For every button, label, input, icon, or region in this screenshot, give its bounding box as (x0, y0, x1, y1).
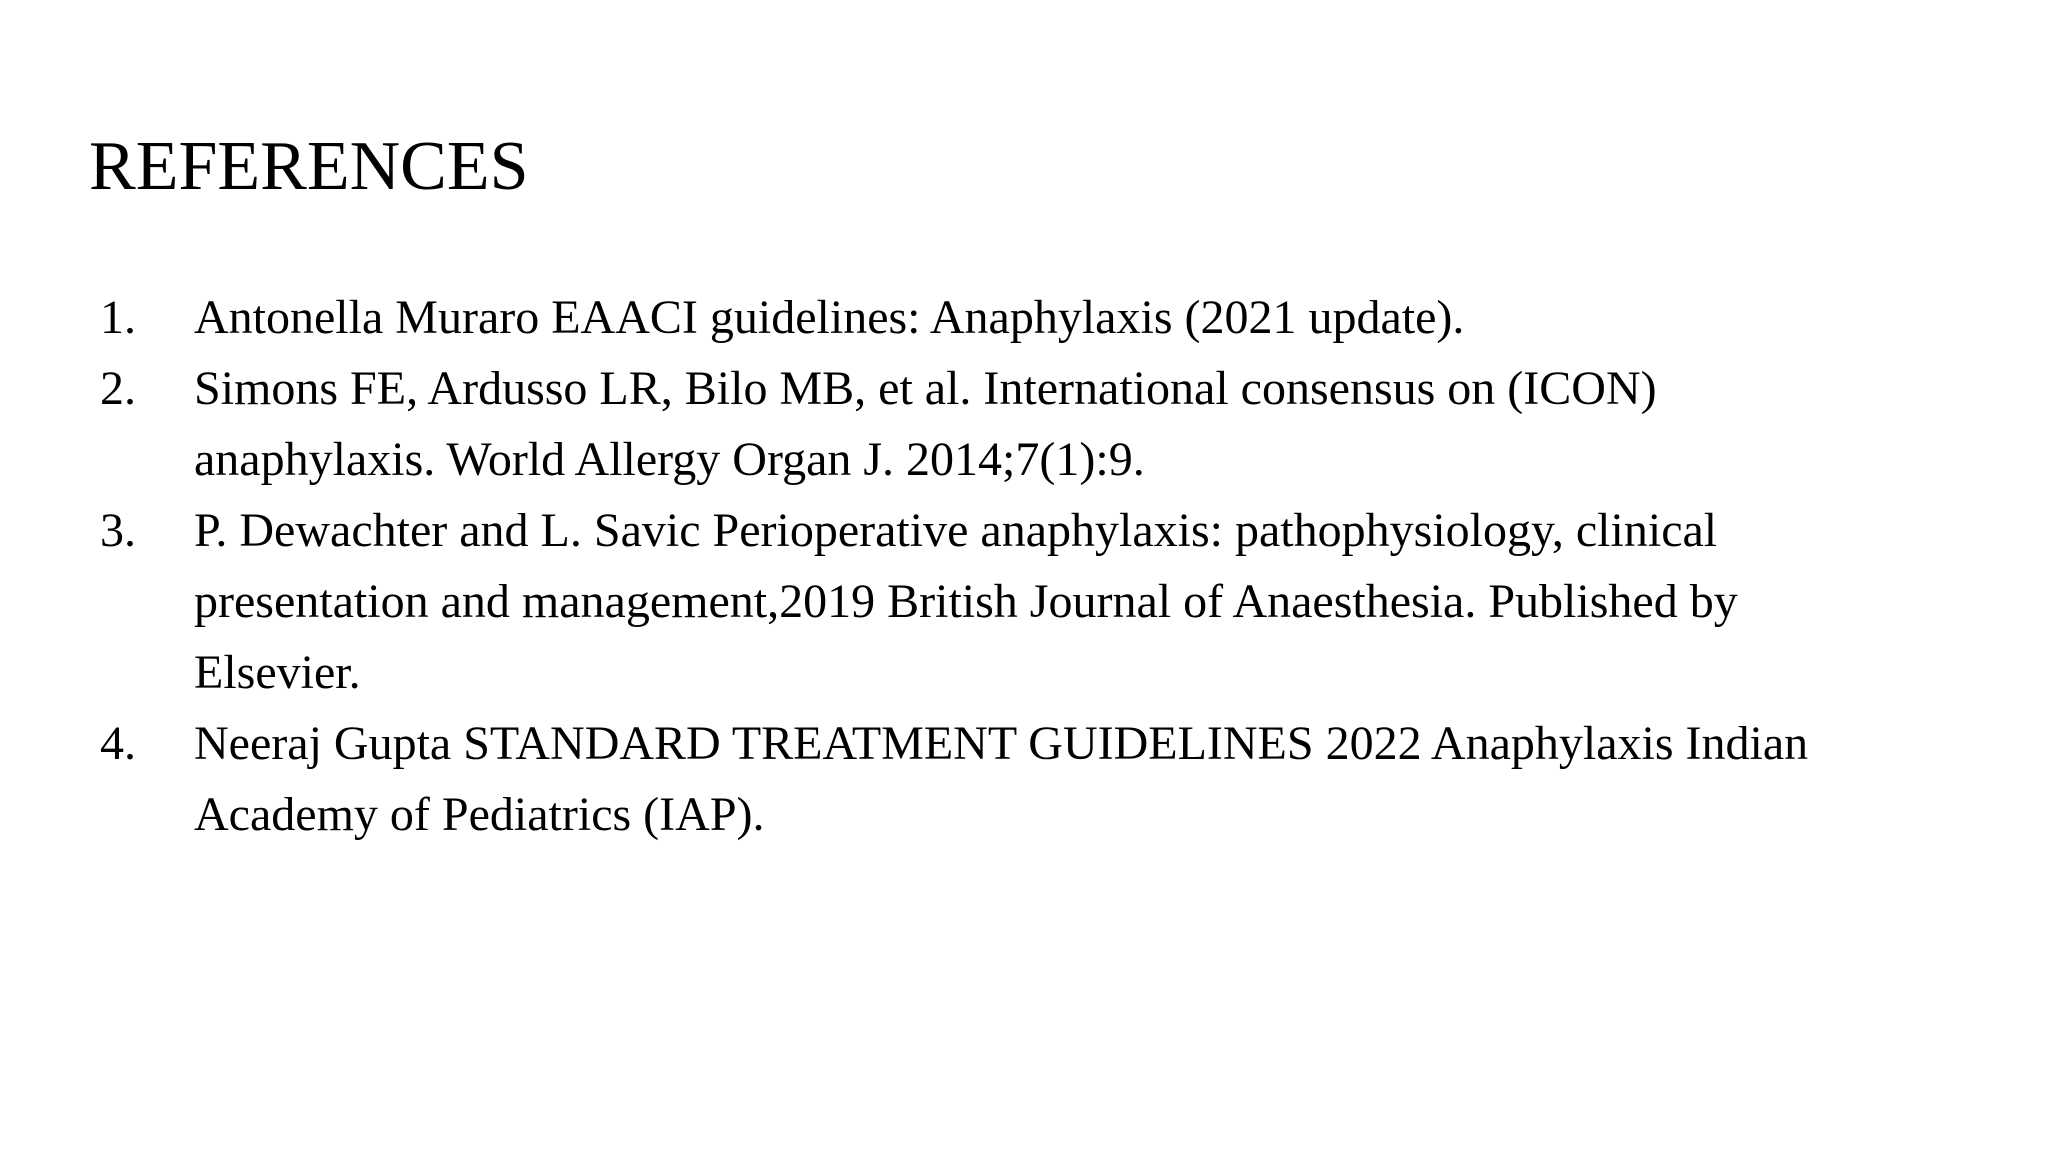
reference-line: Antonella Muraro EAACI guidelines: Anaphylaxis (2021 update). (194, 291, 1465, 344)
reference-line: Neeraj Gupta STANDARD TREATMENT GUIDELINES 2022 Anaphylaxis Indian (194, 717, 1809, 770)
reference-item-4 (100, 708, 2000, 850)
reference-line: Simons FE, Ardusso LR, Bilo MB, et al. International consensus on (ICON) (194, 362, 1657, 415)
slide-title: REFERENCES (89, 128, 529, 205)
reference-number: 3. (100, 504, 136, 557)
reference-line: anaphylaxis. World Allergy Organ J. 2014;7(1):9. (194, 433, 1145, 486)
reference-number: 4. (100, 717, 136, 770)
references-list (100, 282, 2000, 850)
reference-line: Elsevier. (194, 646, 361, 699)
reference-item-2 (100, 353, 2000, 495)
reference-number: 2. (100, 362, 136, 415)
reference-item-3 (100, 495, 2000, 708)
reference-number: 1. (100, 291, 136, 344)
reference-line: P. Dewachter and L. Savic Perioperative anaphylaxis: pathophysiology, clinical (194, 504, 1718, 557)
reference-line: Academy of Pediatrics (IAP). (194, 788, 765, 841)
reference-line: presentation and management,2019 British Journal of Anaesthesia. Published by (194, 575, 1738, 628)
reference-item-1 (100, 282, 2000, 353)
